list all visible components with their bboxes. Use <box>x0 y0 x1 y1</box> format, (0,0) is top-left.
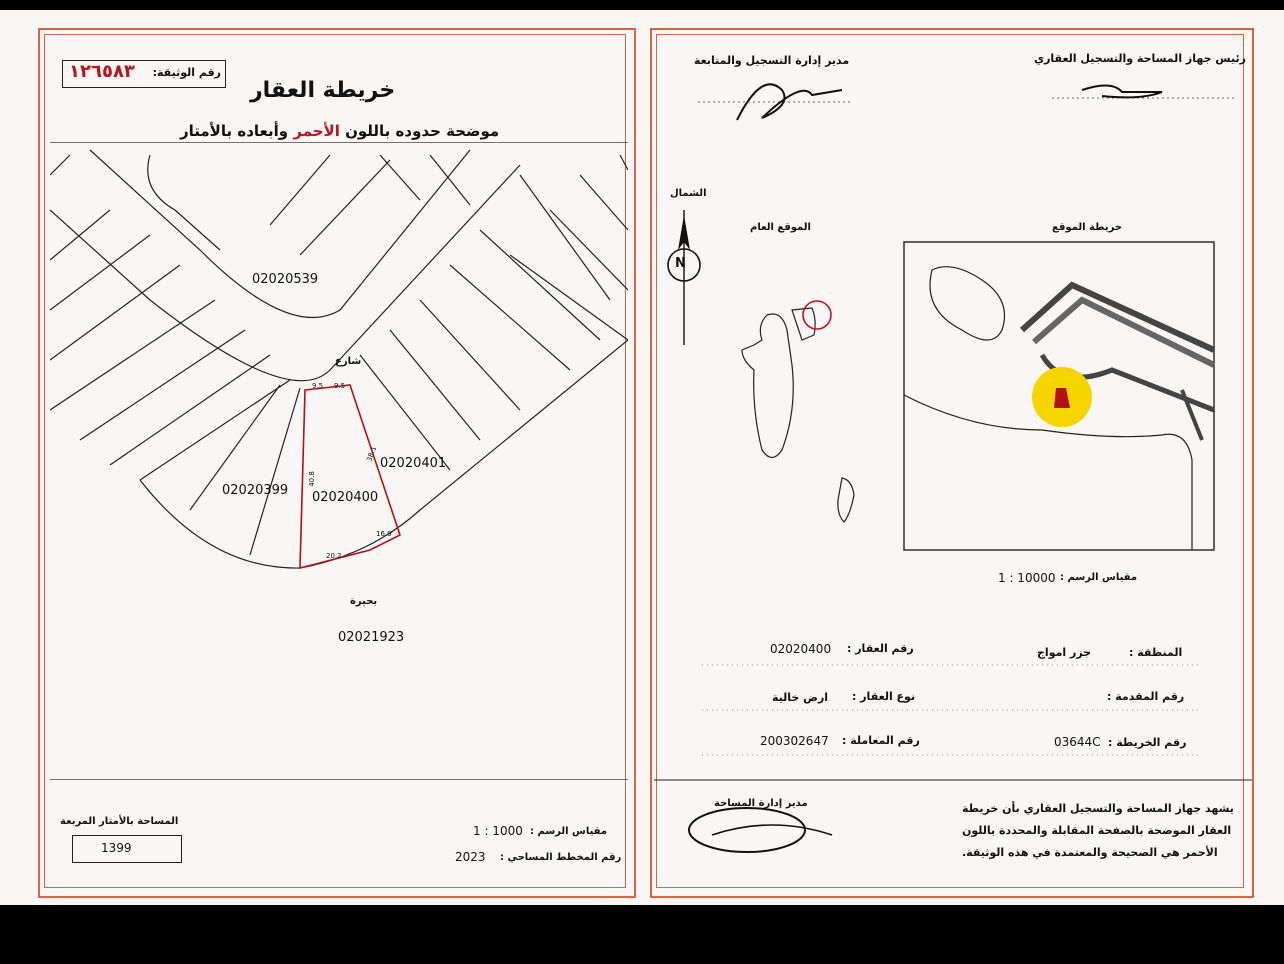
area-name-label: المنطقة : <box>1129 646 1183 659</box>
document-number-label: رقم الوثيقة: <box>152 66 221 79</box>
dimension-top-b: 9.5 <box>334 382 346 390</box>
map-number-value: 03644C <box>1054 735 1101 749</box>
signatures-and-maps <box>642 10 1284 905</box>
site-map-label: خريطة الموقع <box>1052 222 1123 233</box>
dimension-bottom-b: 16.9 <box>376 530 392 538</box>
north-letter: N <box>675 256 686 271</box>
area-value: 1399 <box>101 841 132 855</box>
survey-president-title: رئيس جهاز المساحة والتسجيل العقاري <box>1034 52 1246 65</box>
cadastral-drawing <box>0 10 642 905</box>
subtitle-part-2: وأبعاده بالأمتار <box>180 122 289 140</box>
parcel-02020401: 02020401 <box>380 456 447 471</box>
survey-director-title: مدير إدارة المساحة <box>714 798 808 809</box>
street-label: شارع <box>335 356 362 367</box>
transaction-number-label: رقم المعاملة : <box>842 734 920 747</box>
block-number-label: رقم المقدمة : <box>1107 690 1185 703</box>
property-type-value: ارض خالية <box>772 691 829 704</box>
dimension-top-a: 9.5 <box>312 382 324 390</box>
document-number-value: ١٢٦٥٨٣ <box>69 61 135 82</box>
lake-label: بحيرة <box>350 596 378 607</box>
survey-plan-value: 2023 <box>455 850 486 864</box>
scale-value: 1 : 1000 <box>473 824 523 838</box>
survey-plan-label: رقم المخطط المساحي : <box>500 852 622 863</box>
parcel-02020400: 02020400 <box>312 490 379 505</box>
dimension-left-side: 40.8 <box>307 471 316 487</box>
area-name-value: جزر امواج <box>1037 646 1092 659</box>
scale-label: مقياس الرسم : <box>1060 572 1138 583</box>
parcel-02020399: 02020399 <box>222 483 289 498</box>
parcel-02021923: 02021923 <box>338 630 405 645</box>
registration-director-title: مدير إدارة التسجيل والمتابعة <box>694 54 850 67</box>
transaction-number-value: 200302647 <box>760 734 829 748</box>
area-box <box>72 835 182 863</box>
scale-value: 1 : 10000 <box>998 571 1056 585</box>
map-number-label: رقم الخريطة : <box>1108 736 1187 749</box>
certification-line-1: يشهد جهاز المساحة والتسجيل العقاري بأن خريطة <box>962 802 1234 815</box>
subtitle-red-word: الأحمر <box>293 122 340 140</box>
map-title: خريطة العقار <box>250 78 396 103</box>
area-label: المساحة بالأمتار المربعة <box>60 816 179 827</box>
general-location-label: الموقع العام <box>750 222 811 233</box>
property-map-page <box>0 10 642 905</box>
property-type-label: نوع العقار : <box>852 690 916 703</box>
north-label: الشمال <box>670 188 707 199</box>
subtitle-part-1: موضحة حدوده باللون <box>345 122 500 140</box>
parcel-02020539: 02020539 <box>252 272 319 287</box>
property-number-label: رقم العقار : <box>847 642 914 655</box>
document-sheet <box>0 10 1284 905</box>
scale-label: مقياس الرسم : <box>530 826 608 837</box>
dimension-bottom-a: 20.2 <box>326 552 342 560</box>
certification-line-3: الأحمر هي الصحيحة والمعتمدة في هذه الوثيقة. <box>962 846 1218 859</box>
certification-line-2: العقار الموضحة بالصفحة المقابلة والمحددة باللون <box>962 824 1232 837</box>
property-number-value: 02020400 <box>770 642 832 656</box>
dimension-right-side: 38.1 <box>365 445 379 463</box>
location-page <box>642 10 1284 905</box>
